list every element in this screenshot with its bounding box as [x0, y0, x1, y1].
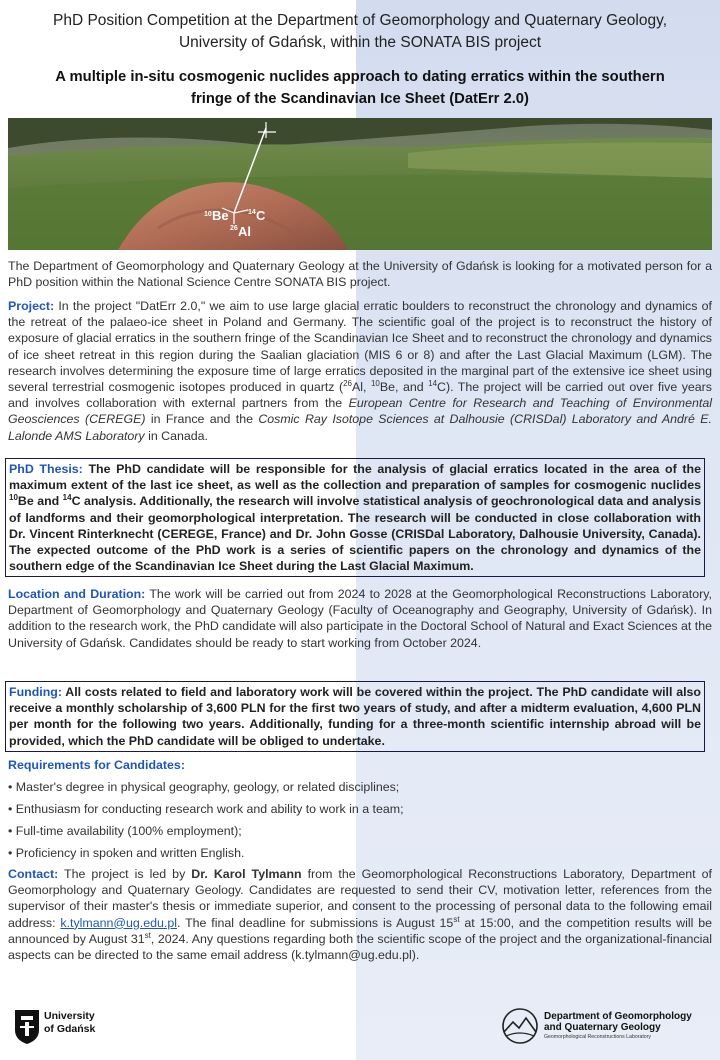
project-paragraph: Project: In the project "DatErr 2.0," we aim to use large glacial erratic boulders to reconstruct the chronology and dynamics of the retreat of the palaeo-ice sheet in Poland and Germany. The scientific goal of the project is to reconstruct the history of exposure of glacial erratics in the southern fringe of the Scandinavian Ice Sheet and to reconstruct the chronology and dynamics of ice sheet retreat in this region during the Saalian glaciation (MIS 6 or 8) and after the Last Glacial Maximum (LGM). The research involves determining the exposure time of large erratics deposited in the marginal part of the extensive ice sheet using several terrestrial cosmogenic isotopes produced in quartz ($^{26}$Al, $^{10}$Be, and $^{14}$C). The project will be carried out over five years and involves collaboration with external partners from the European Centre for Research and Teaching of Environmental Geosciences (CEREGE) in France and the Cosmic Ray Isotope Sciences at Dalhousie (CRISDal) Laboratory and André E. Lalonde AMS Laboratory in Canada.	[8, 299, 712, 443]
intro-paragraph: The Department of Geomorphology and Quaternary Geology at the University of Gdańsk is looking for a motivated person for a PhD position within the National Science Centre SONATA BIS project.	[8, 259, 712, 290]
department-logo	[500, 1002, 712, 1050]
university-crest-icon	[12, 1006, 42, 1046]
header-line-2: University of Gdańsk, within the SONATA BIS project	[178, 34, 542, 51]
al-sup: 26	[230, 225, 238, 232]
project-title	[10, 66, 710, 110]
requirement-item: • Proficiency in spoken and written English.	[8, 846, 245, 860]
al-label: Al	[238, 224, 251, 239]
requirement-item: • Enthusiasm for conducting research work and ability to work in a team;	[8, 802, 404, 816]
title-line-2: fringe of the Scandinavian Ice Sheet (DatErr 2.0)	[191, 91, 529, 107]
erratic-photo	[8, 118, 712, 250]
header	[0, 10, 720, 54]
email-link[interactable]: k.tylmann@ug.edu.pl	[60, 915, 177, 930]
requirement-item: • Full-time availability (100% employment);	[8, 824, 242, 838]
dept-line-2: and Quaternary Geology	[544, 1022, 661, 1033]
title-line-1: A multiple in-situ cosmogenic nuclides approach to dating erratics within the southern	[55, 69, 665, 85]
thesis-label: PhD Thesis:	[9, 462, 83, 476]
dept-line-1: Department of Geomorphology	[544, 1011, 692, 1022]
university-logo	[12, 1004, 122, 1048]
dept-line-3: Geomorphological Reconstructions Laboratory	[544, 1034, 651, 1040]
c-label: C	[256, 208, 266, 223]
phd-thesis-box: PhD Thesis: The PhD candidate will be responsible for the analysis of glacial erratics located in the area of the maximum extent of the last ice sheet, as well as the collection and preparation of samples for cosmogenic nuclides $^{10}$Be and $^{14}$C analysis. Additionally, the research will involve statistical analysis of geochronological data and analysis of landforms and their geomorphological interpretation. The research will be conducted in close collaboration with Dr. Vincent Rinterknecht (CEREGE, France) and Dr. John Gosse (CRISDal Laboratory, Dalhousie University, Canada). The expected outcome of the PhD work is a series of scientific papers on the chronology and dynamics of the southern edge of the Scandinavian Ice Sheet during the Last Glacial Maximum.	[5, 458, 705, 577]
header-line-1: PhD Position Competition at the Department of Geomorphology and Quaternary Geology,	[52, 12, 668, 29]
funding-box: Funding: All costs related to field and laboratory work will be covered within the project. The PhD candidate will also receive a monthly scholarship of 3,600 PLN for the first two years of study, and after a midterm evaluation, 4,600 PLN per month for the following two years. Additionally, funding for a three-month scientific internship abroad will be provided, which the PhD candidate will be obliged to undertake.	[5, 681, 705, 752]
c-sup: 14	[248, 209, 256, 216]
location-paragraph: Location and Duration: The work will be carried out from 2024 to 2028 at the Geomorphological Reconstructions Laboratory, Department of Geomorphology and Quaternary Geology (Faculty of Oceanography and Geography, University of Gdańsk). In addition to the research work, the PhD candidate will also participate in the Doctoral School of Natural and Exact Sciences at the University of Gdańsk. Candidates should be ready to start working from October 2024.	[8, 587, 712, 650]
mountain-circle-icon	[500, 1006, 540, 1046]
photo-illustration	[8, 118, 712, 250]
contact-paragraph: Contact: The project is led by Dr. Karol Tylmann from the Geomorphological Reconstructions Laboratory, Department of Geomorphology and Quaternary Geology. Candidates are requested to send their CV, motivation letter, references from the supervisor of their master's thesis or immediate superior, and consent to the processing of personal data to the following email address: k.tylmann@ug.edu.pl. The final deadline for submissions is August 15st at 15:00, and the competition results will be announced by August 31st, 2024. Any questions regarding both the scientific scope of the project and the organizational-financial aspects can be directed to the same email address (k.tylmann@ug.edu.pl).	[8, 867, 712, 963]
be-label: Be	[212, 208, 229, 223]
requirements-section	[8, 757, 708, 867]
location-label: Location and Duration:	[8, 587, 146, 601]
contact-name: Dr. Karol Tylmann	[191, 867, 302, 881]
requirement-item: • Master's degree in physical geography, geology, or related disciplines;	[8, 780, 400, 794]
be-sup: 10	[204, 211, 212, 218]
project-label: Project:	[8, 299, 55, 313]
ug-line-1: University	[44, 1010, 95, 1022]
ug-line-2: of Gdańsk	[44, 1023, 96, 1035]
contact-label: Contact:	[8, 867, 59, 881]
funding-label: Funding:	[9, 685, 62, 699]
requirements-label: Requirements for Candidates:	[8, 758, 185, 772]
